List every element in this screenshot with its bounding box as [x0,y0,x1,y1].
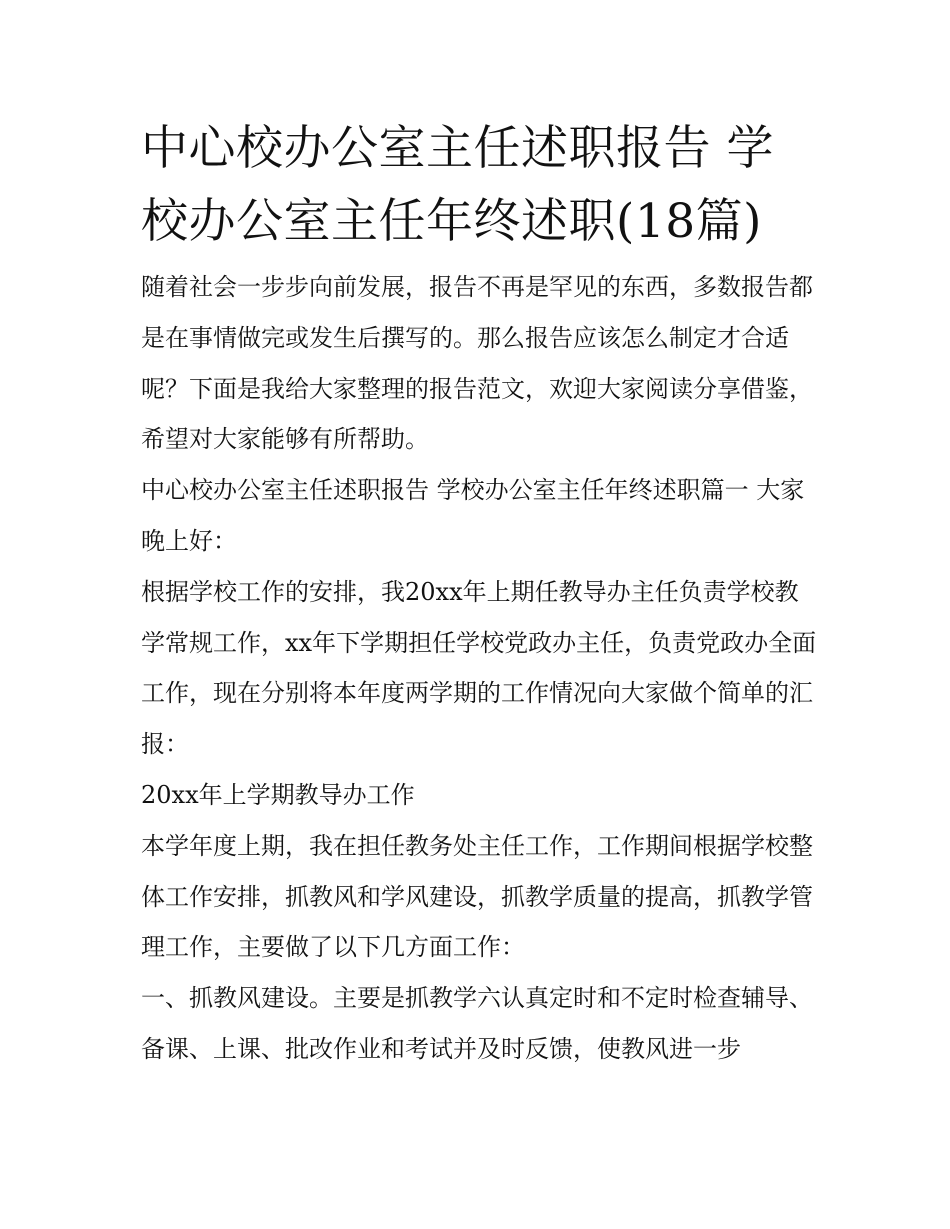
body-paragraph: 根据学校工作的安排，我20xx年上期任教导办主任负责学校教学常规工作，xx年下学期担任学校党政办主任，负责党政办全面工作，现在分别将本年度两学期的工作情况向大家做个简单的汇报： [141,577,817,759]
body-paragraph: 一、抓教风建设。主要是抓教学六认真定时和不定时检查辅导、备课、上课、批改作业和考试并及时反馈，使教风进一步 [141,984,813,1063]
body-paragraph: 本学年度上期，我在担任教务处主任工作，工作期间根据学校整体工作安排，抓教风和学风建设，抓教学质量的提高，抓教学管理工作，主要做了以下几方面工作： [141,831,813,962]
intro-paragraph: 随着社会一步步向前发展，报告不再是罕见的东西，多数报告都是在事情做完或发生后撰写的。那么报告应该怎么制定才合适呢？下面是我给大家整理的报告范文，欢迎大家阅读分享借鉴，希望对大家能够有所帮助。 [141,273,813,454]
document-title: 中心校办公室主任述职报告 学校办公室主任年终述职(18篇) [141,121,774,249]
section-heading-paragraph: 中心校办公室主任述职报告 学校办公室主任年终述职篇一 大家晚上好： [141,476,805,555]
subsection-heading: 20xx年上学期教导办工作 [141,780,415,809]
document-body [141,112,817,1075]
